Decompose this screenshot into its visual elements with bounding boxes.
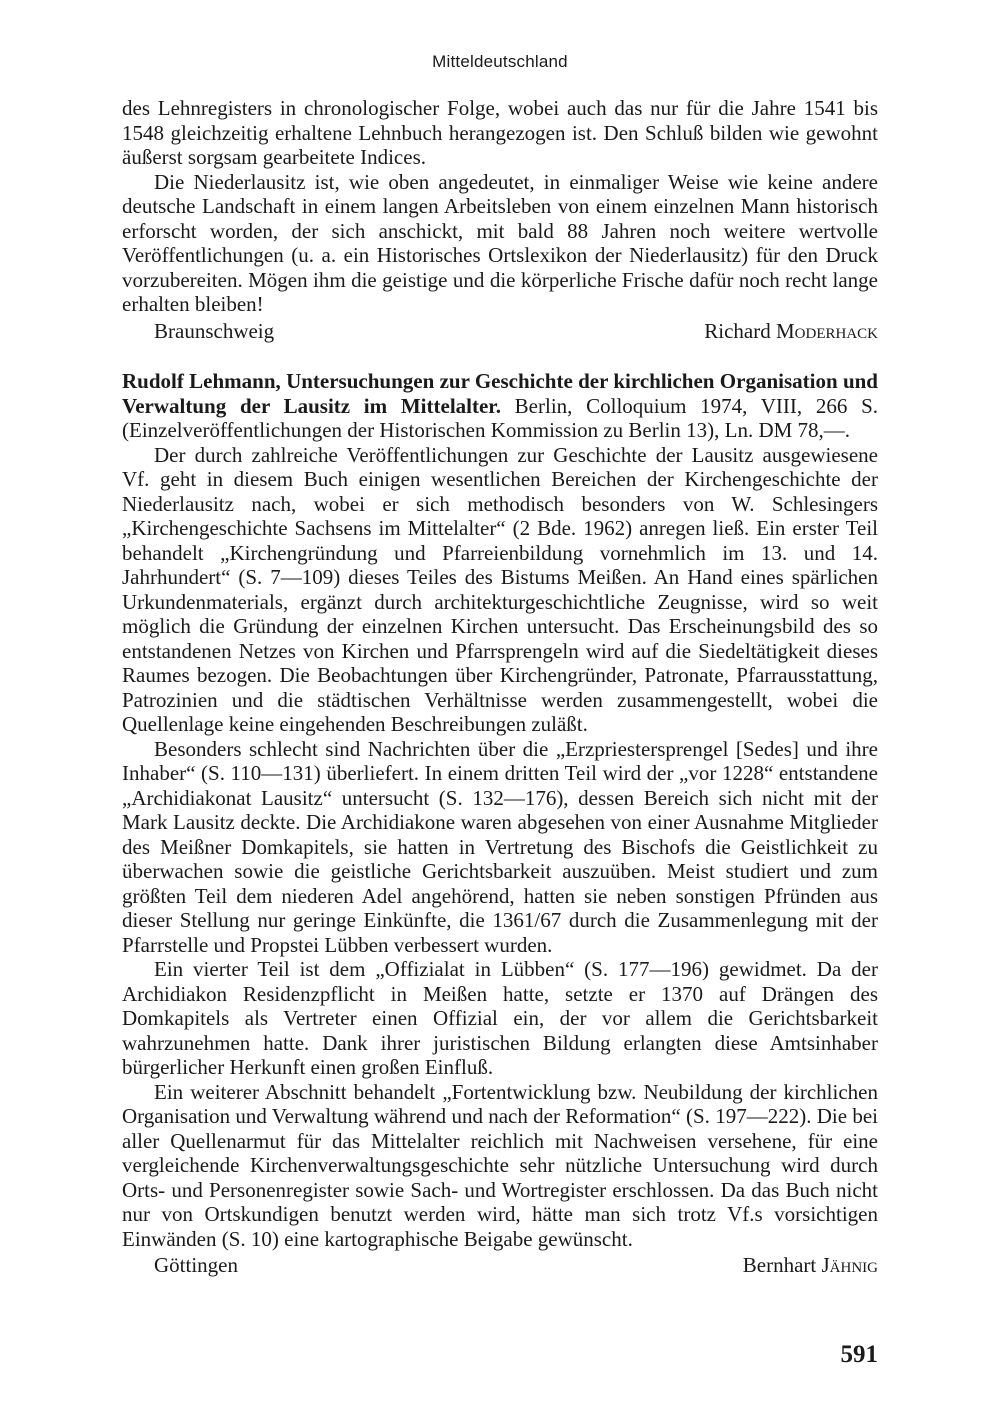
- paragraph: des Lehnregisters in chronologischer Folge, wobei auch das nur für die Jahre 1541 bis 1548 gleichzeitig erhaltene Lehnbuch herangezogen ist. Den Schluß bilden wie gewohnt äußerst sorgsam gearbeitete Indices.: [122, 96, 878, 169]
- signature-line: [122, 1253, 878, 1278]
- book-details: Berlin, Colloquium 1974, VIII, 266 S. (Einzelveröffentlichungen der Historischen Kommission zu Berlin 13), Ln. DM 78,—.: [122, 393, 878, 442]
- paragraph: Besonders schlecht sind Nachrichten über die „Erzpriestersprengel [Sedes] und ihre Inhaber“ (S. 110—131) überliefert. In einem dritten Teil wird der „vor 1228“ entstandene „Archidiakonat Lausitz“ untersucht (S. 132—176), dessen Bereich sich nicht mit der Mark Lausitz deckte. Die Archidiakone waren abgesehen von einer Ausnahme Mitglieder des Meißner Domkapitels, sie hatten in Vertretung des Bischofs die Geistlichkeit zu überwachen sowie die geistliche Gerichtsbarkeit auszuüben. Meist studiert und zum größten Teil dem niederen Adel angehörend, hatten sie neben sonstigen Pfründen aus dieser Stellung nur geringe Einkünfte, die 1361/67 durch die Zusammenlegung mit der Pfarrstelle und Propstei Lübben verbessert wurden.: [122, 736, 878, 957]
- paragraph: Die Niederlausitz ist, wie oben angedeutet, in einmaliger Weise wie keine andere deutsche Landschaft in einem langen Arbeitsleben von einem einzelnen Mann historisch erforscht worden, der sich anschickt, mit bald 88 Jahren noch weitere wertvolle Veröffentlichungen (u. a. ein Historisches Ortslexikon der Niederlausitz) für den Druck vorzubereiten. Mögen ihm die geistige und die körperliche Frische dafür noch recht lange erhalten bleiben!: [122, 169, 878, 316]
- book-title: Rudolf Lehmann, Untersuchungen zur Geschichte der kirchlichen Organisation und Verwaltung der Lausitz im Mittelalter.: [122, 369, 878, 418]
- paragraph: Ein vierter Teil ist dem „Offizialat in Lübben“ (S. 177—196) gewidmet. Da der Archidiakon Residenzpflicht in Meißen hatte, setzte er 1370 auf Drängen des Domkapitels als Vertreter einen Offizial ein, der vor allem die Gerichtsbarkeit wahrzunehmen hatte. Dank ihrer juristischen Bildung erlangten diese Amtsinhaber bürgerlicher Herkunft einen großen Einfluß.: [122, 957, 878, 1079]
- reviewer-name: Richard Moderhack: [704, 318, 878, 343]
- page-number: 591: [840, 1341, 878, 1368]
- running-head: Mitteldeutschland: [432, 52, 568, 71]
- paragraph: Ein weiterer Abschnitt behandelt „Fortentwicklung bzw. Neubildung der kirchlichen Organisation und Verwaltung während und nach der Reformation“ (S. 197—222). Die bei aller Quellenarmut für das Mittelalter reichlich mit Nachweisen versehene, für eine vergleichende Kirchenverwaltungsgeschichte sehr nützliche Untersuchung wird durch Orts- und Personenregister sowie Sach- und Wortregister erschlossen. Da das Buch nicht nur von Ortskundigen benutzt werden wird, hätte man sich trotz Vf.s vorsichtigen Einwänden (S. 10) eine kartographische Beigabe gewünscht.: [122, 1079, 878, 1251]
- review-jaehnig: [122, 369, 878, 1278]
- reviewer-place: Göttingen: [154, 1253, 238, 1277]
- signature-line: [122, 319, 878, 344]
- page: [122, 52, 878, 1278]
- paragraph: Der durch zahlreiche Veröffentlichungen zur Geschichte der Lausitz ausgewiesene Vf. geht in diesem Buch einigen wesentlichen Bereichen der Kirchengeschichte der Niederlausitz nach, wobei er sich methodisch besonders von W. Schlesingers „Kirchengeschichte Sachsens im Mittelalter“ (2 Bde. 1962) anregen ließ. Ein erster Teil behandelt „Kirchengründung und Pfarreienbildung vornehmlich im 13. und 14. Jahrhundert“ (S. 7—109) dieses Teiles des Bistums Meißen. An Hand eines spärlichen Urkundenmaterials, ergänzt durch architekturgeschichtliche Zeugnisse, wird so weit möglich die Gründung der einzelnen Kirchen untersucht. Das Erscheinungsbild des so entstandenen Netzes von Kirchen und Pfarrsprengeln wird auf die Siedeltätigkeit dieses Raumes bezogen. Die Beobachtungen über Kirchengründer, Patronate, Pfarrausstattung, Patrozinien und die städtischen Verhältnisse werden zusammengestellt, wobei die Quellenlage keine eingehenden Beschreibungen zuläßt.: [122, 442, 878, 736]
- review-heading: [122, 369, 878, 443]
- review-moderhack: [122, 96, 878, 343]
- reviewer-name: Bernhart Jähnig: [742, 1253, 878, 1277]
- reviewer-place: Braunschweig: [154, 318, 275, 343]
